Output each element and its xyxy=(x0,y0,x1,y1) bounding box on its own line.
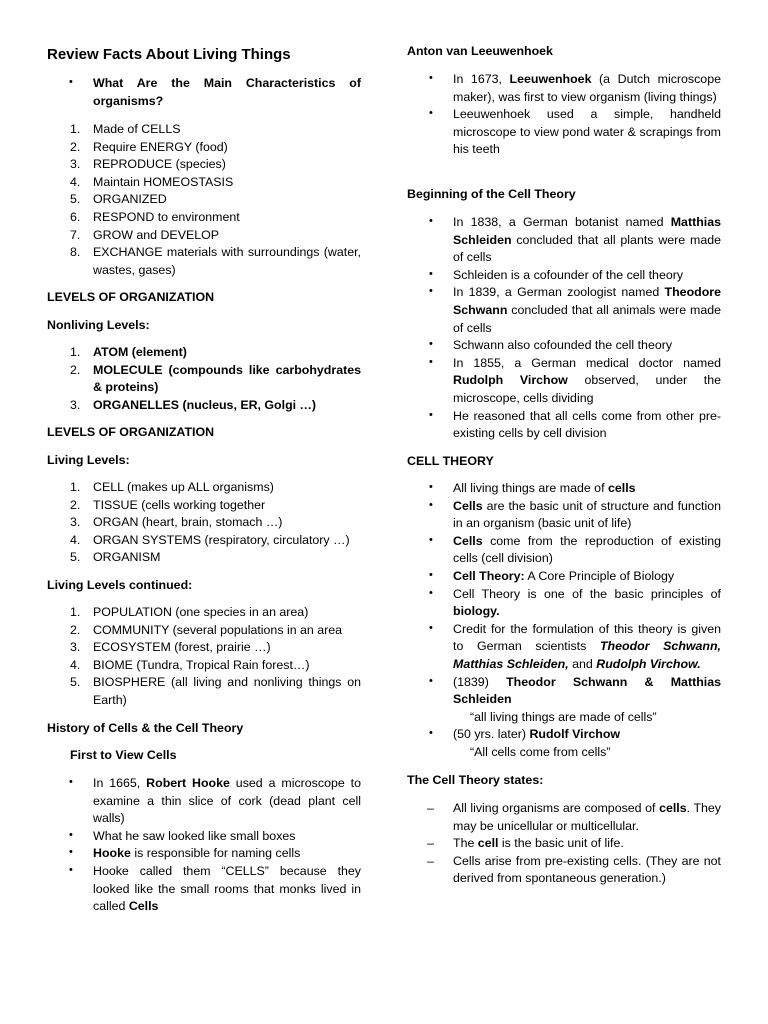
nonliving-heading: Nonliving Levels: xyxy=(47,318,150,332)
characteristics-list xyxy=(47,121,361,279)
leeuwenhoek-list xyxy=(407,71,721,159)
list-item: 2. TISSUE (cells working together xyxy=(70,497,266,512)
beginning-heading: Beginning of the Cell Theory xyxy=(407,187,576,201)
bullet-icon: • xyxy=(429,568,433,581)
levels-heading: LEVELS OF ORGANIZATION xyxy=(47,290,215,304)
list-item: • Hooke called them “CELLS” because they looked like the small rooms that monks lived in called Cells xyxy=(69,863,361,914)
list-item: • In 1855, a German medical doctor named Rudolph Virchow observed, under the microscope, cells dividing xyxy=(429,355,721,405)
bullet-icon: • xyxy=(429,586,433,599)
list-item: 1. ATOM (element) xyxy=(70,345,187,359)
living-list xyxy=(47,479,361,567)
bullet-icon: • xyxy=(69,828,73,841)
bullet-icon: • xyxy=(429,215,433,227)
dash-icon: – xyxy=(427,801,434,815)
list-item: • Leeuwenhoek used a simple, handheld microscope to view pond water & scrapings from his teeth xyxy=(429,107,721,157)
list-item: • Schwann also cofounded the cell theory xyxy=(429,338,673,353)
list-item: 7. GROW and DEVELOP xyxy=(70,227,220,242)
bullet-icon: • xyxy=(69,863,73,876)
cell-theory-heading: CELL THEORY xyxy=(407,454,494,468)
list-item: 2. COMMUNITY (several populations in an area xyxy=(70,622,343,637)
page-title: Review Facts About Living Things xyxy=(47,46,291,63)
list-item: • Schleiden is a cofounder of the cell theory xyxy=(429,267,684,282)
list-item: 5. ORGANISM xyxy=(70,550,161,565)
list-item: 4. ORGAN SYSTEMS (respiratory, circulatory …) xyxy=(70,532,350,547)
list-item: 4. BIOME (Tundra, Tropical Rain forest…) xyxy=(70,657,310,672)
list-item: • Hooke is responsible for naming cells xyxy=(69,846,301,861)
list-item: 2. MOLECULE (compounds like carbohydrates & proteins) xyxy=(70,362,361,395)
list-item: 3. ORGAN (heart, brain, stomach …) xyxy=(70,515,283,530)
dash-icon: – xyxy=(427,836,434,851)
list-item: – All living organisms are composed of cells. They may be unicellular or multicellular. xyxy=(427,801,721,833)
bullet-icon: • xyxy=(429,481,433,493)
bullet-icon: • xyxy=(429,267,433,280)
list-item: 6. RESPOND to environment xyxy=(70,209,240,224)
list-item: • In 1665, Robert Hooke used a microscope to examine a thin slice of cork (dead plant cell walls) xyxy=(69,776,361,826)
living-heading: Living Levels: xyxy=(47,453,130,467)
question-text: What Are the Main Characteristics of organisms? xyxy=(93,76,361,108)
history-heading: History of Cells & the Cell Theory xyxy=(47,721,244,735)
question-list xyxy=(47,75,361,110)
quote-line: “all living things are made of cells” xyxy=(470,709,657,724)
question-item xyxy=(47,75,361,110)
living-continued-heading: Living Levels continued: xyxy=(47,578,193,592)
list-item: • Cells are the basic unit of structure and function in an organism (basic unit of life) xyxy=(429,498,721,531)
list-item: 5. ORGANIZED xyxy=(70,192,167,207)
list-item: 3. ORGANELLES (nucleus, ER, Golgi …) xyxy=(70,397,317,412)
bullet-icon: • xyxy=(429,674,433,687)
bullet-icon: • xyxy=(429,338,433,351)
list-item: • (50 yrs. later) Rudolf Virchow xyxy=(429,727,621,742)
bullet-icon: • xyxy=(429,408,433,421)
list-item: – Cells arise from pre-existing cells. (They are not derived from spontaneous generation.) xyxy=(427,853,721,886)
states-heading: The Cell Theory states: xyxy=(407,773,544,787)
list-item: 1. CELL (makes up ALL organisms) xyxy=(70,480,274,494)
list-item: 4. Maintain HOMEOSTASIS xyxy=(70,174,234,189)
list-item: • What he saw looked like small boxes xyxy=(69,828,296,843)
list-item: • Cells come from the reproduction of existing cells (cell division) xyxy=(429,533,721,566)
bullet-icon: • xyxy=(429,498,433,511)
list-item: 3. ECOSYSTEM (forest, prairie …) xyxy=(70,640,271,655)
bullet-icon: • xyxy=(69,776,73,788)
bullet-icon: • xyxy=(69,76,73,88)
list-item: • (1839) Theodor Schwann & Matthias Schleiden xyxy=(429,674,721,707)
list-item: • In 1839, a German zoologist named Theodore Schwann concluded that all animals were made of cells xyxy=(429,285,721,335)
bullet-icon: • xyxy=(429,355,433,368)
list-item: 1. POPULATION (one species in an area) xyxy=(70,605,309,619)
bullet-icon: • xyxy=(429,72,433,84)
list-item: • All living things are made of cells xyxy=(429,481,636,495)
list-item: 8. EXCHANGE materials with surroundings (water, wastes, gases) xyxy=(70,245,361,277)
list-item: 2. Require ENERGY (food) xyxy=(70,139,228,154)
list-item: 1. Made of CELLS xyxy=(70,122,181,136)
list-item: • He reasoned that all cells come from other pre-existing cells by cell division xyxy=(429,408,721,441)
quote-line: “All cells come from cells” xyxy=(470,744,611,759)
list-item: • Cell Theory: A Core Principle of Biology xyxy=(429,568,675,583)
nonliving-list xyxy=(47,344,361,414)
leeuwenhoek-heading: Anton van Leeuwenhoek xyxy=(407,44,553,58)
living-continued-list xyxy=(47,604,361,710)
list-item: • In 1673, Leeuwenhoek (a Dutch microscope maker), was first to view organism (living things) xyxy=(429,72,721,104)
dash-icon: – xyxy=(427,853,434,868)
beginning-list xyxy=(407,214,721,443)
first-view-heading: First to View Cells xyxy=(70,748,177,762)
list-item: 5. BIOSPHERE (all living and nonliving things on Earth) xyxy=(70,675,361,707)
list-item: • In 1838, a German botanist named Matthias Schleiden concluded that all plants were made of cells xyxy=(429,215,721,265)
bullet-icon: • xyxy=(429,533,433,546)
levels-heading: LEVELS OF ORGANIZATION xyxy=(47,425,215,439)
states-list xyxy=(407,800,721,888)
bullet-icon: • xyxy=(429,285,433,298)
bullet-icon: • xyxy=(429,621,433,634)
list-item: – The cell is the basic unit of life. xyxy=(407,835,721,853)
bullet-icon: • xyxy=(429,727,433,740)
bullet-icon: • xyxy=(69,846,73,859)
cell-theory-list xyxy=(407,480,721,762)
hooke-list xyxy=(47,775,361,916)
list-item: • Credit for the formulation of this theory is given to German scientists Theodor Schwann, Matthias Schleiden, and Rudolph Virchow. xyxy=(429,621,721,671)
list-item: • Cell Theory is one of the basic principles of biology. xyxy=(429,586,721,619)
bullet-icon: • xyxy=(429,107,433,120)
list-item: 3. REPRODUCE (species) xyxy=(70,157,226,172)
